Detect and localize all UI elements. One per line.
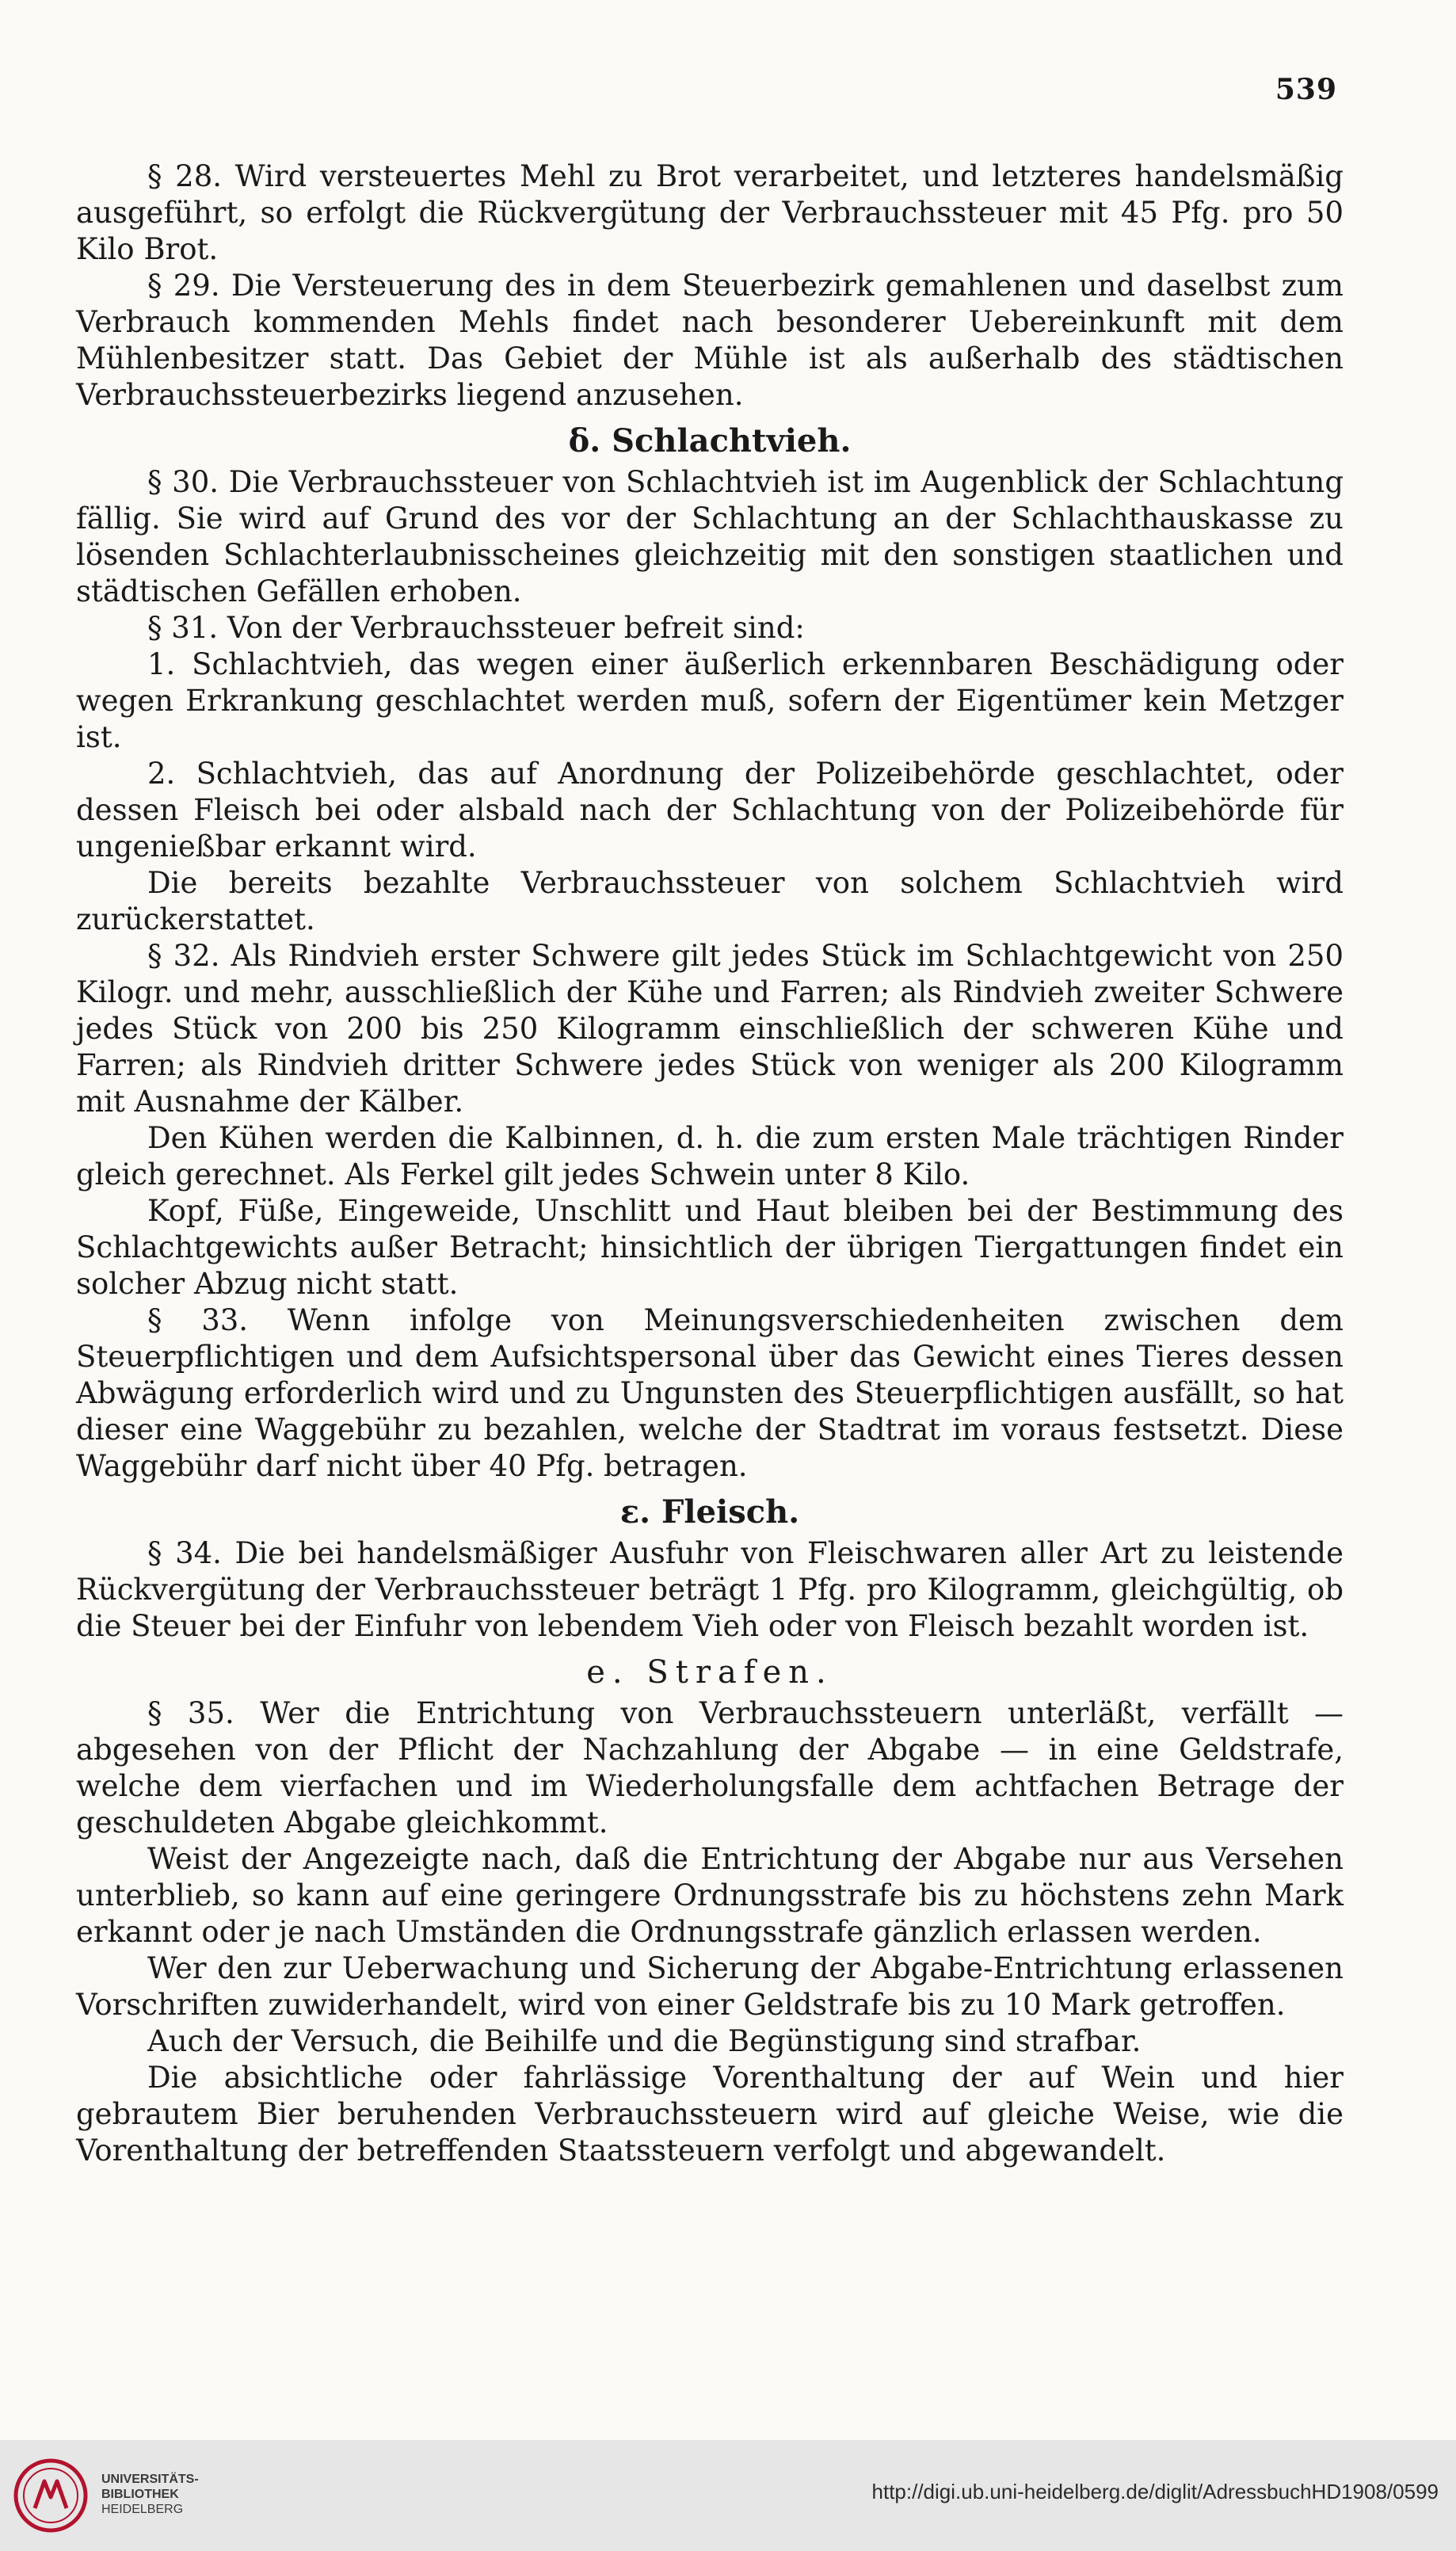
library-seal-icon bbox=[11, 2456, 90, 2535]
paragraph-32-kopf: Kopf, Füße, Eingeweide, Unschlitt und Haut bleiben bei der Bestimmung des Schlachtgewichts außer Betracht; hinsichtlich der übrigen Tiergattungen findet ein solcher Abzug nicht statt. bbox=[76, 1194, 1344, 1301]
page-number: 539 bbox=[1275, 73, 1337, 106]
paragraph-31-refund: Die bereits bezahlte Verbrauchssteuer von solchem Schlachtvieh wird zurückerstattet. bbox=[76, 866, 1344, 936]
section-heading-fleisch: ε. Fleisch. bbox=[619, 1493, 800, 1531]
paragraph-30: § 30. Die Verbrauchssteuer von Schlachtvieh ist im Augenblick der Schlachtung fällig. Sie wird auf Grund des vor der Schlachtung an der Schlachthauskasse zu lösenden Schlachterlaubnisscheines gleichzeitig mit den sonstigen staatlichen und städtischen Gefällen erhoben. bbox=[76, 465, 1344, 608]
paragraph-29: § 29. Die Versteuerung des in dem Steuerbezirk gemahlenen und daselbst zum Verbrauch kommenden Mehls findet nach besonderer Uebereinkunft mit dem Mühlenbesitzer statt. Das Gebiet der Mühle ist als außerhalb des städtischen Verbrauchssteuerbezirks liegend anzusehen. bbox=[76, 269, 1344, 412]
paragraph-35-vorschriften: Wer den zur Ueberwachung und Sicherung der Abgabe-Entrichtung erlassenen Vorschriften zuwiderhandelt, wird von einer Geldstrafe bis zu 10 Mark getroffen. bbox=[76, 1951, 1344, 2022]
paragraph-31-item-2: 2. Schlachtvieh, das auf Anordnung der Polizeibehörde geschlachtet, oder dessen Fleisch bei oder alsbald nach der Schlachtung von der Polizeibehörde für ungenießbar erkannt wird. bbox=[76, 757, 1344, 864]
paragraph-35-versehen: Weist der Angezeigte nach, daß die Entrichtung der Abgabe nur aus Versehen unterblieb, so kann auf eine geringere Ordnungsstrafe bis zu höchstens zehn Mark erkannt oder je nach Umständen die Ordnungsstrafe gänzlich erlassen werden. bbox=[76, 1842, 1344, 1949]
library-name-line-1: UNIVERSITÄTS- bbox=[101, 2473, 199, 2486]
paragraph-35-vorenthaltung: Die absichtliche oder fahrlässige Vorenthaltung der auf Wein und hier gebrautem Bier beruhenden Verbrauchssteuern wird auf gleiche Weise, wie die Vorenthaltung der betreffenden Staatssteuern verfolgt und abgewandelt. bbox=[76, 2061, 1344, 2168]
document-body bbox=[76, 158, 1344, 2169]
library-name-line-3: HEIDELBERG bbox=[101, 2503, 184, 2516]
paragraph-34: § 34. Die bei handelsmäßiger Ausfuhr von Fleischwaren aller Art zu leistende Rückvergütung der Verbrauchssteuer beträgt 1 Pfg. pro Kilogramm, gleichgültig, ob die Steuer bei der Einfuhr von lebendem Vieh oder von Fleisch bezahlt worden ist. bbox=[76, 1536, 1344, 1643]
paragraph-32: § 32. Als Rindvieh erster Schwere gilt jedes Stück im Schlachtgewicht von 250 Kilogr. und mehr, ausschließlich der Kühe und Farren; als Rindvieh zweiter Schwere jedes Stück von 200 bis 250 Kilogramm einschließlich der schweren Kühe und Farren; als Rindvieh dritter Schwere jedes Stück von weniger als 200 Kilogramm mit Ausnahme der Kälber. bbox=[76, 939, 1344, 1119]
paragraph-31-item-1: 1. Schlachtvieh, das wegen einer äußerlich erkennbaren Beschädigung oder wegen Erkrankung geschlachtet werden muß, sofern der Eigentümer kein Metzger ist. bbox=[76, 647, 1344, 754]
paragraph-31: § 31. Von der Verbrauchssteuer befreit sind: bbox=[147, 611, 805, 645]
section-heading-schlachtvieh: δ. Schlachtvieh. bbox=[568, 422, 852, 459]
library-name bbox=[101, 2472, 199, 2517]
paragraph-35: § 35. Wer die Entrichtung von Verbrauchssteuern unterläßt, verfällt — abgesehen von der Pflicht der Nachzahlung der Abgabe — in eine Geldstrafe, welche dem vierfachen und im Wiederholungsfalle dem achtfachen Betrage der geschuldeten Abgabe gleichkommt. bbox=[76, 1696, 1344, 1840]
section-heading-strafen: e. Strafen. bbox=[586, 1654, 833, 1691]
permalink-url[interactable]: http://digi.ub.uni-heidelberg.de/diglit/AdressbuchHD1908/0599 bbox=[871, 2480, 1439, 2503]
paragraph-35-versuch: Auch der Versuch, die Beihilfe und die Begünstigung sind strafbar. bbox=[147, 2024, 1142, 2058]
library-name-line-2: BIBLIOTHEK bbox=[101, 2488, 179, 2501]
paragraph-33: § 33. Wenn infolge von Meinungsverschiedenheiten zwischen dem Steuerpflichtigen und dem Aufsichtspersonal über das Gewicht eines Tieres dessen Abwägung erforderlich wird und zu Ungunsten des Steuerpflichtigen ausfällt, so hat dieser eine Waggebühr zu bezahlen, welche der Stadtrat im voraus festsetzt. Diese Waggebühr darf nicht über 40 Pfg. betragen. bbox=[76, 1303, 1344, 1483]
digitization-footer bbox=[0, 2440, 1456, 2551]
paragraph-28: § 28. Wird versteuertes Mehl zu Brot verarbeitet, und letzteres handelsmäßig ausgeführt, so erfolgt die Rückvergütung der Verbrauchssteuer mit 45 Pfg. pro 50 Kilo Brot. bbox=[76, 159, 1344, 266]
paragraph-32-kuehe: Den Kühen werden die Kalbinnen, d. h. die zum ersten Male trächtigen Rinder gleich gerechnet. Als Ferkel gilt jedes Schwein unter 8 Kilo. bbox=[76, 1121, 1344, 1192]
